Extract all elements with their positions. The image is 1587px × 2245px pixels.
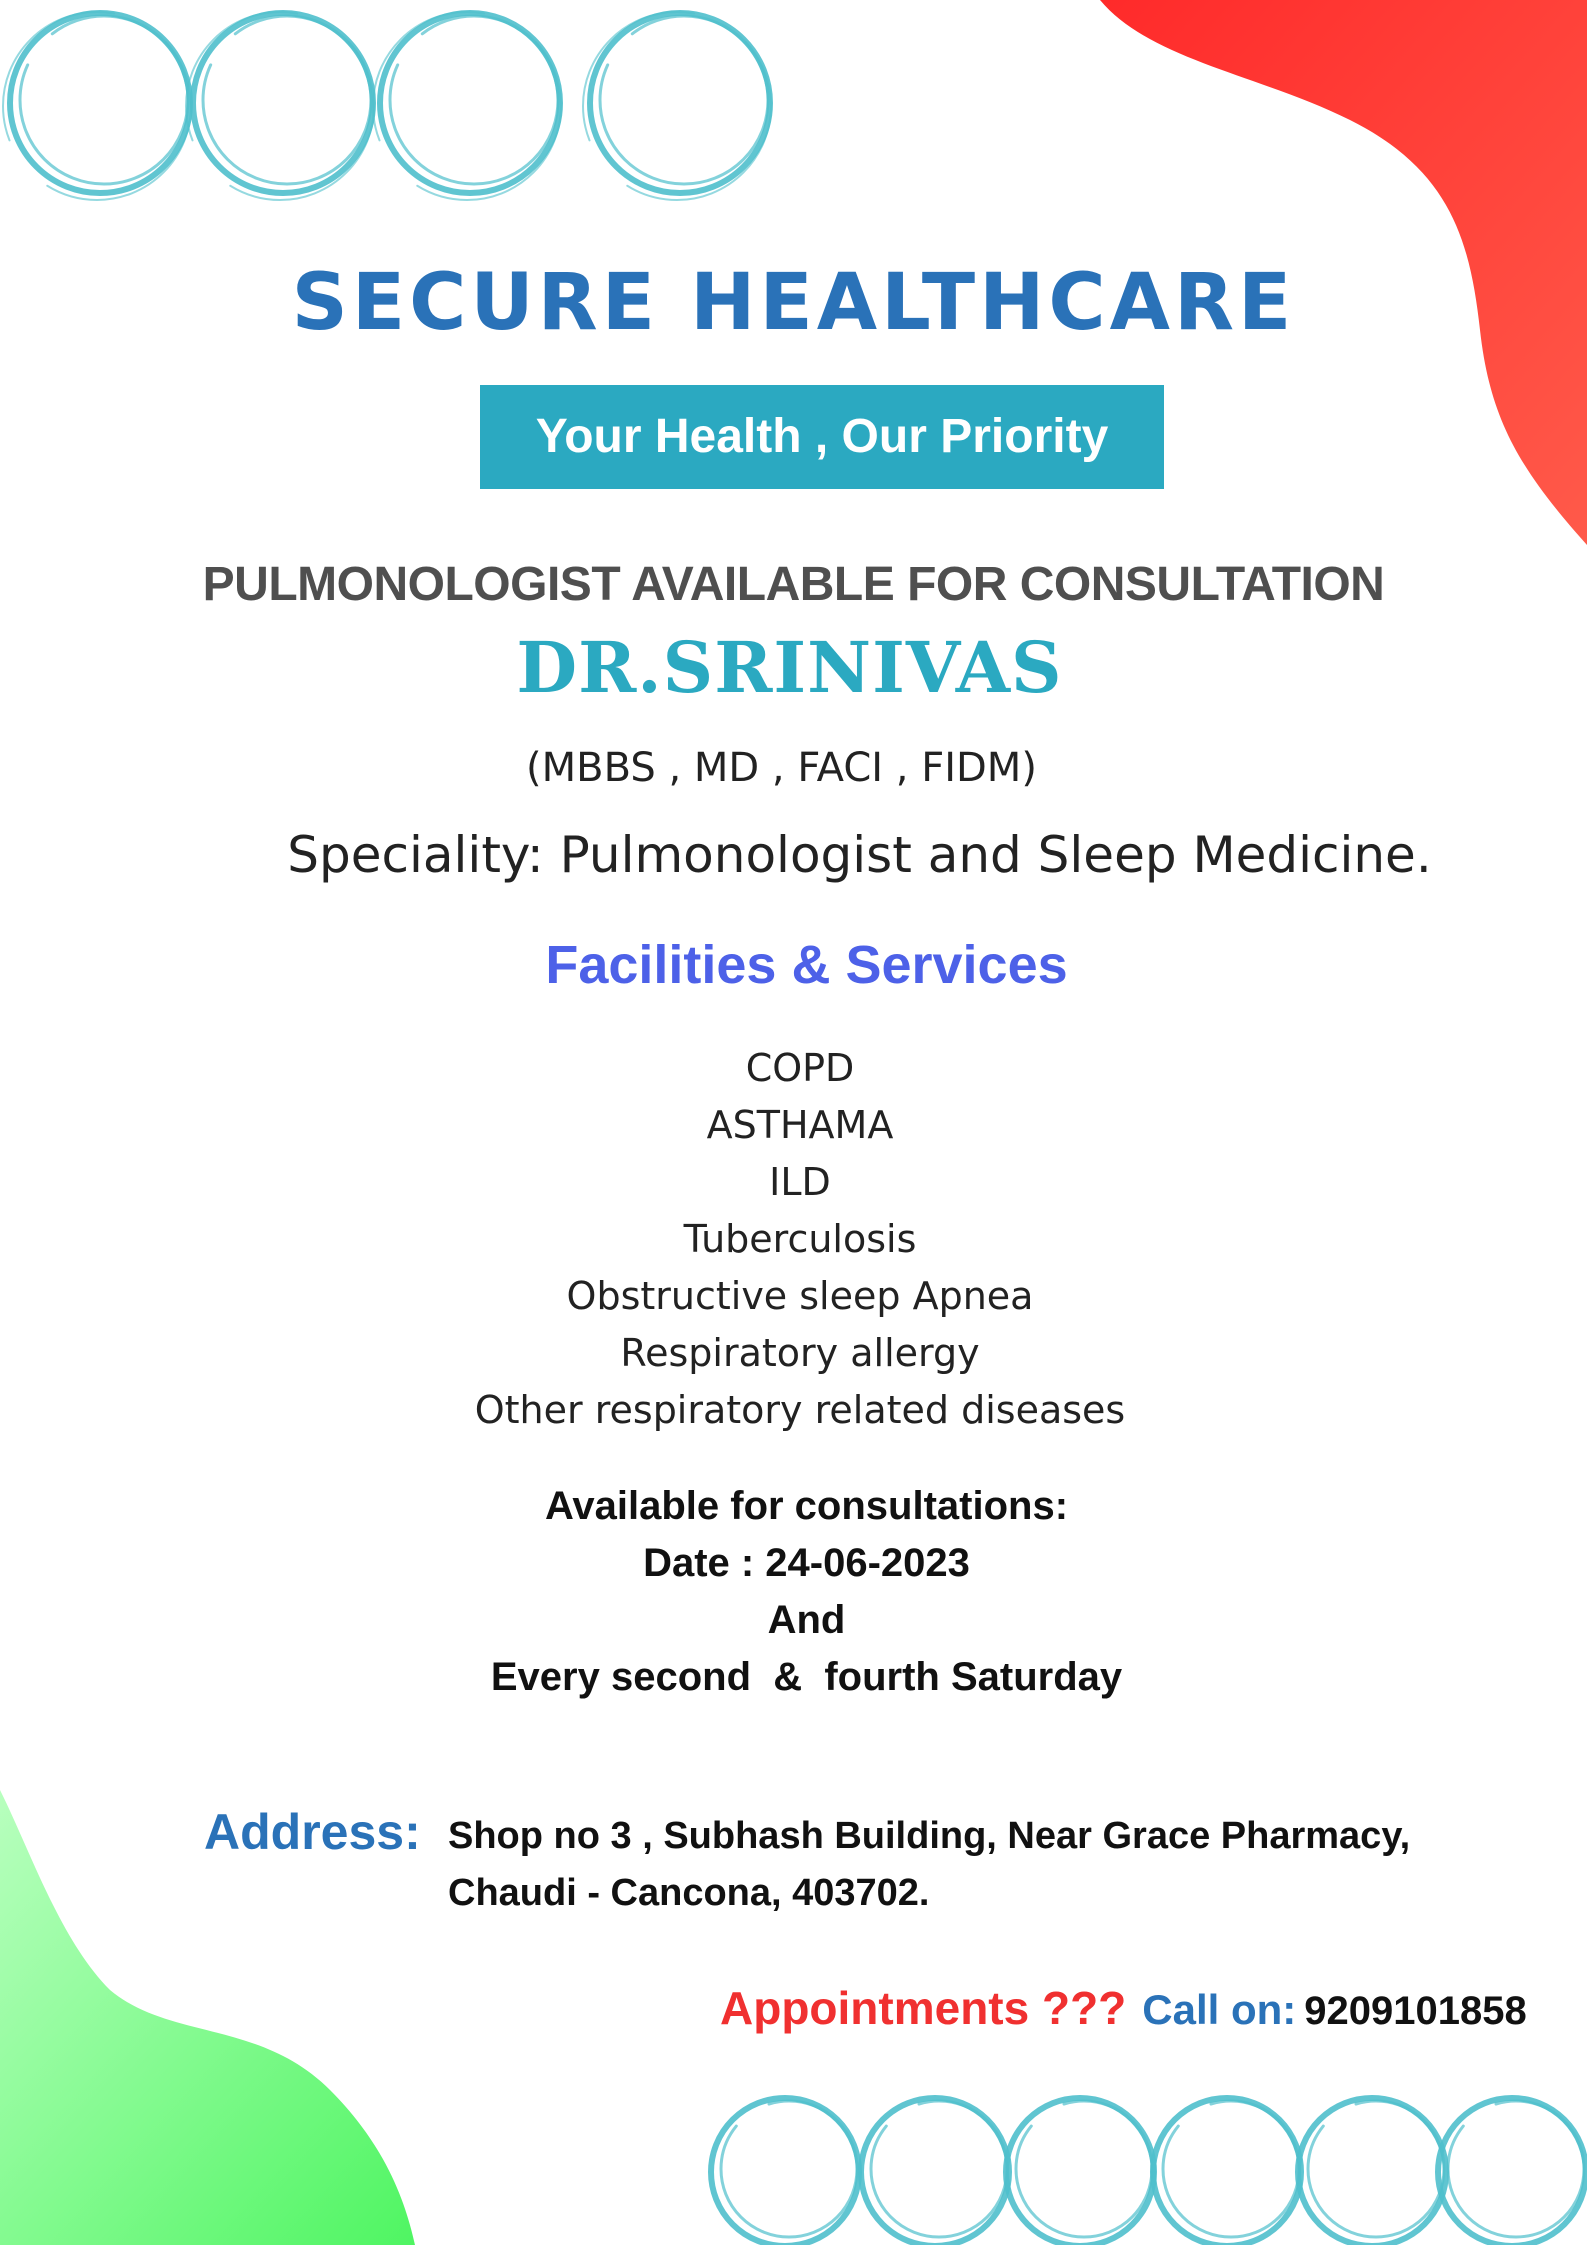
call-label: Call on: xyxy=(1142,1986,1297,2033)
consultation-block xyxy=(13,1478,1587,1706)
ring-icon xyxy=(1153,2098,1301,2245)
doctor-speciality: Speciality: Pulmonologist and Sleep Medicine. xyxy=(287,826,1432,884)
address-text xyxy=(448,1808,1410,1922)
ring-icon xyxy=(1298,2098,1446,2245)
ring-icon xyxy=(186,12,374,200)
service-item: COPD xyxy=(745,1046,855,1090)
address-line-2: Chaudi - Cancona, 403702. xyxy=(448,1872,930,1914)
consultation-schedule: Every second & fourth Saturday xyxy=(490,1655,1123,1699)
facilities-heading: Facilities & Services xyxy=(545,935,1068,995)
availability-heading: PULMONOLOGIST AVAILABLE FOR CONSULTATION xyxy=(202,558,1385,611)
ring-icon xyxy=(861,2098,1009,2245)
doctor-qualifications: (MBBS , MD , FACI , FIDM) xyxy=(526,745,1037,791)
appointments-line xyxy=(720,1978,1527,2050)
ring-icon xyxy=(373,12,561,200)
ring-icon xyxy=(711,2098,859,2245)
top-rings-decoration xyxy=(0,0,800,210)
ring-icon xyxy=(1006,2098,1154,2245)
service-item: Other respiratory related diseases xyxy=(474,1388,1126,1432)
services-list xyxy=(0,1040,1587,1439)
ring-icon xyxy=(583,12,771,200)
ring-icon xyxy=(3,12,191,200)
tagline-banner: Your Health , Our Priority xyxy=(480,385,1164,489)
ring-icon xyxy=(1438,2098,1586,2245)
consultation-conjunction: And xyxy=(767,1598,846,1642)
phone-number[interactable]: 9209101858 xyxy=(1304,1989,1527,2033)
address-line-1: Shop no 3 , Subhash Building, Near Grace Pharmacy, xyxy=(448,1815,1411,1857)
consultation-date: Date : 24-06-2023 xyxy=(643,1541,970,1585)
service-item: ASTHAMA xyxy=(706,1103,894,1147)
doctor-name: DR.SRINIVAS xyxy=(516,626,1063,709)
address-label: Address: xyxy=(204,1804,421,1860)
consultation-heading: Available for consultations: xyxy=(544,1484,1069,1528)
service-item: ILD xyxy=(769,1160,831,1204)
service-item: Tuberculosis xyxy=(683,1217,917,1261)
clinic-title: SECURE HEALTHCARE xyxy=(291,258,1296,348)
service-item: Respiratory allergy xyxy=(620,1331,980,1375)
service-item: Obstructive sleep Apnea xyxy=(566,1274,1034,1318)
bottom-rings-decoration xyxy=(700,2090,1587,2245)
appointments-prompt: Appointments ??? xyxy=(720,1982,1127,2034)
